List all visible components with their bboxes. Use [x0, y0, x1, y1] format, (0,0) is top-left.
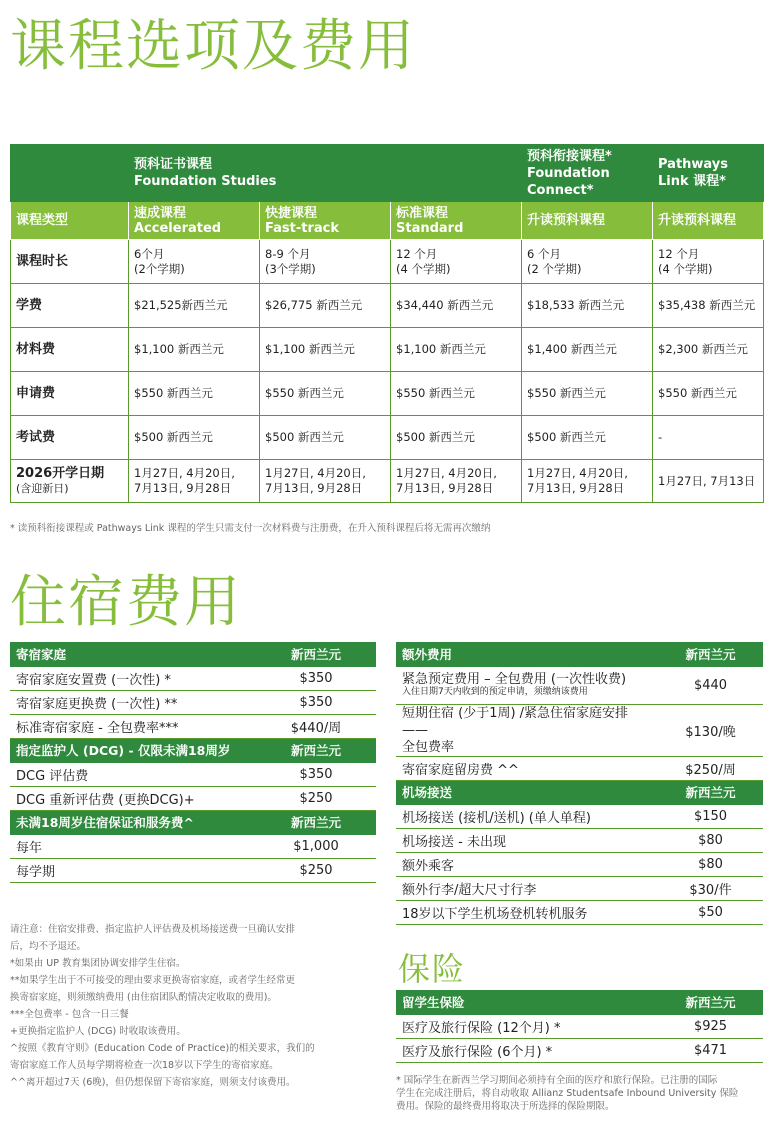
table-row: 寄宿家庭留房费 ^^ $250/周 — [396, 756, 763, 780]
foundation-studies-header: 预科证书课程 Foundation Studies — [129, 145, 522, 202]
table-row: 标准寄宿家庭 - 全包费率*** $440/周 — [10, 714, 376, 738]
table-row: 机场接送 (接机/送机) (单人单程) $150 — [396, 804, 763, 828]
table-row: 2026开学日期 (含迎新日) 1月27日, 4月20日, 7月13日, 9月28日 1月27日, 4月20日, 7月13日, 9月28日 1月27日, 4月20日, 7月13日, 9月28日 1月27日, 4月20日, 7月13日, 9月28日 1月27日, 7月13日 — [11, 460, 764, 503]
table-row: 学费 $21,525新西兰元 $26,775 新西兰元 $34,440 新西兰元 $18,533 新西兰元 $35,438 新西兰元 — [11, 284, 764, 328]
table-row: 医疗及旅行保险 (12个月) * $925 — [396, 1014, 763, 1038]
table-row: 寄宿家庭更换费 (一次性) ** $350 — [10, 690, 376, 714]
accommodation-notes: 请注意：住宿安排费、指定监护人评估费及机场接送费一旦确认安排 后，均不予退还。 *如果由 UP 教育集团协调安排学生住宿。 **如果学生出于不可接受的理由要求更换寄宿家庭，或者学生经常更 换寄宿家庭，则须缴纳费用 (由住宿团队酌情决定收取的费用)。 ***全包费率 - 包含一日三餐 +更换指定监护人 (DCG) 时收取该费用。 ^按照《教育守则》(Education Code of Practice)的相关要求，我们的 寄宿家庭工作人员每学期将检查一次18岁以下学生的寄宿家庭。 ^^离开超过7天 (6晚)，但仍想保留下寄宿家庭，则须支付该费用。 — [10, 924, 315, 1088]
table-row: 寄宿家庭安置费 (一次性) * $350 — [10, 666, 376, 690]
accommodation-title: 住宿费用 — [10, 570, 242, 635]
table-row: 机场接送 - 未出现 $80 — [396, 828, 763, 852]
table-row: 18岁以下学生机场登机转机服务 $50 — [396, 900, 763, 924]
course-footnote: * 读预科衔接课程或 Pathways Link 课程的学生只需支付一次材料费与注册费，在升入预科课程后将无需再次缴纳 — [10, 523, 491, 534]
table-row: 每学期 $250 — [10, 858, 376, 882]
table-row: DCG 评估费 $350 — [10, 762, 376, 786]
page-title: 课程选项及费用 — [10, 14, 416, 79]
course-type-row: 课程类型 速成课程 Accelerated 快捷课程 Fast-track 标准课程 Standard 升读预科课程 升读预科课程 — [11, 202, 764, 240]
table-row: 额外乘客 $80 — [396, 852, 763, 876]
table-row: 课程时长 6个月 (2个学期) 8-9 个月 (3个学期) 12 个月 (4 个学期) 6 个月 (2 个学期) 12 个月 (4 个学期) — [11, 240, 764, 284]
course-table-header — [11, 145, 764, 202]
table-row: 考试费 $500 新西兰元 $500 新西兰元 $500 新西兰元 $500 新西兰元 - — [11, 416, 764, 460]
insurance-fee-table: 留学生保险 新西兰元 医疗及旅行保险 (12个月) * $925 医疗及旅行保险 (6个月) * $471 — [396, 990, 763, 1063]
pathways-link-header: Pathways Link 课程* — [653, 145, 764, 202]
insurance-title: 保险 — [398, 950, 467, 988]
table-row: 医疗及旅行保险 (6个月) * $471 — [396, 1038, 763, 1062]
table-row: 每年 $1,000 — [10, 834, 376, 858]
table-row: DCG 重新评估费 (更换DCG)+ $250 — [10, 786, 376, 810]
foundation-connect-header: 预科衔接课程* Foundation Connect* — [522, 145, 653, 202]
insurance-note: * 国际学生在新西兰学习期间必须持有全面的医疗和旅行保险。已注册的国际 学生在完成注册后，将自动收取 Allianz Studentsafe Inbound University 保险 费用。保险的最终费用将取决于所选择的保险期限。 — [396, 1075, 739, 1112]
table-row: 申请费 $550 新西兰元 $550 新西兰元 $550 新西兰元 $550 新西兰元 $550 新西兰元 — [11, 372, 764, 416]
course-fee-table — [10, 144, 764, 503]
homestay-fee-table: 寄宿家庭 新西兰元 寄宿家庭安置费 (一次性) * $350 寄宿家庭更换费 (一次性) ** $350 标准寄宿家庭 - 全包费率*** $440/周 指定监护人 (DCG) - 仅限未满18周岁 新西兰元 DCG 评估费 $350 DCG 重新评估费 (更换DCG)+ $250 未满18周岁住宿保证和服务费^ 新西兰元 每年 $1,000 每学期 $250 — [10, 642, 376, 883]
table-row: 紧急预定费用 – 全包费用 (一次性收费) 入住日期7天内收到的预定申请，须缴纳该费用 $440 — [396, 666, 763, 704]
table-row: 短期住宿 (少于1周) /紧急住宿家庭安排—— 全包费率 $130/晚 — [396, 704, 763, 756]
extra-fee-table: 额外费用 新西兰元 紧急预定费用 – 全包费用 (一次性收费) 入住日期7天内收到的预定申请，须缴纳该费用 $440 短期住宿 (少于1周) /紧急住宿家庭安排—— 全包费率 $130/晚 寄宿家庭留房费 ^^ $250/周 机场接送 新西兰元 机场接送 (接机/送机) (单人单程) $150 机场接送 - 未出现 $80 额外乘客 $80 额外行李/超大尺寸行李 $30/件 18岁以下学生机场登机转机服务 $50 — [396, 642, 763, 925]
table-row: 材料费 $1,100 新西兰元 $1,100 新西兰元 $1,100 新西兰元 $1,400 新西兰元 $2,300 新西兰元 — [11, 328, 764, 372]
table-row: 额外行李/超大尺寸行李 $30/件 — [396, 876, 763, 900]
